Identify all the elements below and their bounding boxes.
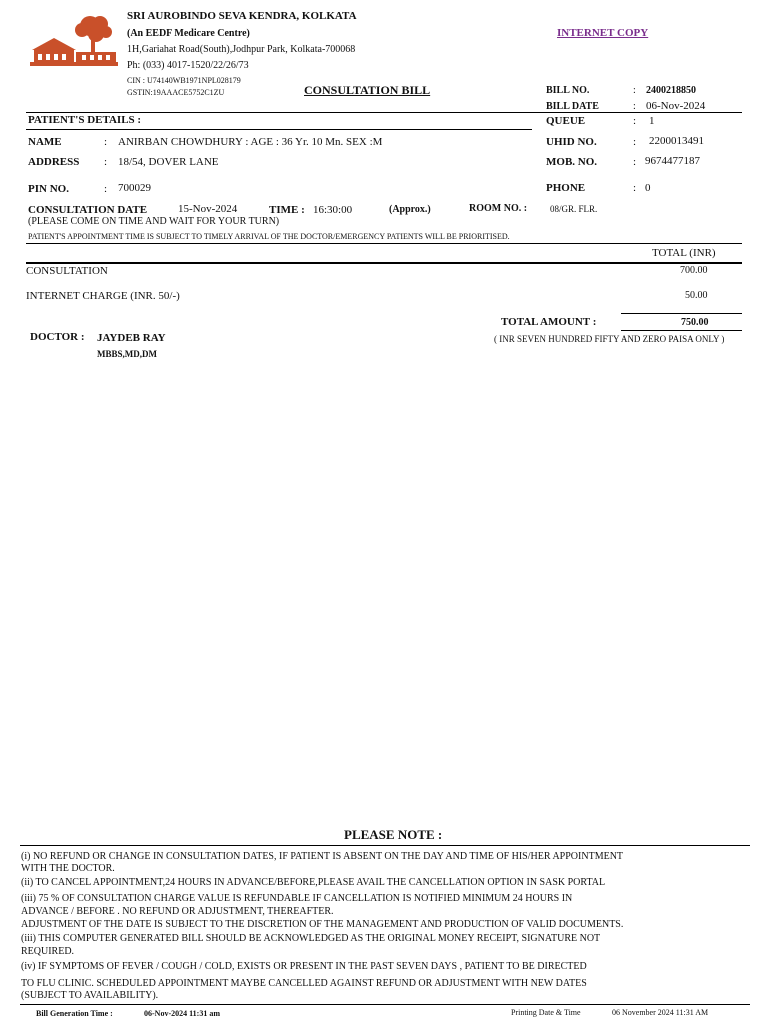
colon: : — [633, 101, 636, 112]
room-label: ROOM NO. : — [469, 203, 528, 214]
come-on-time-note: (PLEASE COME ON TIME AND WAIT FOR YOUR TURN) — [28, 216, 280, 227]
name-label: NAME — [28, 136, 62, 148]
bill-date-label: BILL DATE — [546, 101, 599, 112]
printing-value: 06 November 2024 11:31 AM — [612, 1008, 709, 1017]
queue-label: QUEUE — [546, 115, 586, 127]
colon: : — [633, 136, 637, 148]
note-line: TO FLU CLINIC. SCHEDULED APPOINTMENT MAYBE CANCELLED AGAINST REFUND OR ADJUSTMENT WITH NEW DATES — [21, 978, 587, 989]
colon: : — [104, 136, 108, 148]
patient-details-heading: PATIENT'S DETAILS : — [28, 114, 142, 126]
note-line: (iii) 75 % OF CONSULTATION CHARGE VALUE IS REFUNDABLE IF CANCELLATION IS NOTIFIED MINIMUM 24 HOURS IN — [21, 893, 573, 904]
notes-divider — [20, 845, 750, 846]
colon: : — [104, 156, 108, 168]
colon: : — [104, 183, 108, 195]
bill-title: CONSULTATION BILL — [304, 83, 431, 97]
hospital-tree-logo-icon — [28, 12, 120, 68]
uhid-label: UHID NO. — [546, 136, 597, 148]
mob-value: 9674477187 — [645, 155, 700, 167]
colon: : — [633, 115, 637, 127]
internet-copy-label: INTERNET COPY — [557, 27, 649, 39]
charge-item-label: INTERNET CHARGE (INR. 50/-) — [26, 290, 180, 302]
notice-divider — [26, 243, 742, 244]
bill-generation-label: Bill Generation Time : — [36, 1009, 113, 1018]
doctor-name: JAYDEB RAY — [97, 332, 166, 344]
org-name: SRI AUROBINDO SEVA KENDRA, KOLKATA — [127, 10, 357, 22]
org-gstin: GSTIN:19AAACE5752C1ZU — [127, 88, 225, 97]
footer-divider — [20, 1004, 750, 1005]
uhid-value: 2200013491 — [649, 135, 704, 147]
bill-no-label: BILL NO. — [546, 85, 590, 96]
pin-value: 700029 — [118, 182, 151, 194]
colon: : — [633, 156, 637, 168]
note-line: (ii) TO CANCEL APPOINTMENT,24 HOURS IN ADVANCE/BEFORE,PLEASE AVAIL THE CANCELLATION OPTION IN SASK PORTAL — [21, 877, 606, 888]
consultation-date-value: 15-Nov-2024 — [178, 203, 238, 215]
colon: : — [633, 85, 636, 96]
total-amount-label: TOTAL AMOUNT : — [501, 316, 597, 328]
patient-name-age-sex: ANIRBAN CHOWDHURY : AGE : 36 Yr. 10 Mn. SEX :M — [118, 136, 383, 148]
time-value: 16:30:00 — [313, 204, 353, 216]
bill-date-value: 06-Nov-2024 — [646, 100, 706, 112]
charges-header-divider — [26, 262, 742, 264]
patient-heading-divider — [26, 129, 532, 130]
charge-item-amount: 50.00 — [685, 290, 708, 301]
phone-value: 0 — [645, 182, 651, 194]
note-line: REQUIRED. — [21, 946, 75, 957]
org-subtitle: (An EEDF Medicare Centre) — [127, 28, 250, 39]
note-line: (iii) THIS COMPUTER GENERATED BILL SHOULD BE ACKNOWLEDGED AS THE ORIGINAL MONEY RECEIPT, SIGNATURE NOT — [21, 933, 601, 944]
printing-label: Printing Date & Time — [511, 1008, 581, 1017]
total-bottom-rule — [621, 330, 742, 331]
charge-item-label: CONSULTATION — [26, 265, 108, 277]
consultation-date-label: CONSULTATION DATE — [28, 204, 148, 216]
org-address: 1H,Gariahat Road(South),Jodhpur Park, Kolkata-700068 — [127, 44, 356, 55]
appointment-notice: PATIENT'S APPOINTMENT TIME IS SUBJECT TO TIMELY ARRIVAL OF THE DOCTOR/EMERGENCY PATIENTS WILL BE PRIORITISED. — [28, 232, 510, 241]
total-inr-header: TOTAL (INR) — [652, 247, 716, 259]
org-cin: CIN : U74140WB1971NPL028179 — [127, 76, 241, 85]
phone-label: PHONE — [546, 182, 586, 194]
colon: : — [633, 182, 637, 194]
address-value: 18/54, DOVER LANE — [118, 156, 219, 168]
please-note-title: PLEASE NOTE : — [344, 827, 443, 842]
bill-no-value: 2400218850 — [646, 85, 696, 96]
bill-generation-value: 06-Nov-2024 11:31 am — [144, 1009, 220, 1018]
pin-label: PIN NO. — [28, 183, 69, 195]
note-line: WITH THE DOCTOR. — [21, 863, 115, 874]
total-top-rule — [621, 313, 742, 314]
room-value: 08/GR. FLR. — [550, 204, 598, 214]
total-amount-value: 750.00 — [681, 317, 709, 328]
time-label: TIME : — [269, 204, 305, 216]
note-line: (i) NO REFUND OR CHANGE IN CONSULTATION DATES, IF PATIENT IS ABSENT ON THE DAY AND TIME OF HIS/HER APPOINTMENT — [21, 851, 624, 862]
queue-value: 1 — [649, 115, 655, 127]
header-divider — [26, 112, 742, 113]
mob-label: MOB. NO. — [546, 156, 598, 168]
org-phone: Ph: (033) 4017-1520/22/26/73 — [127, 60, 249, 71]
note-line: ADJUSTMENT OF THE DATE IS SUBJECT TO THE DISCRETION OF THE MANAGEMENT AND PRODUCTION OF VALID DOCUMENTS. — [21, 919, 624, 930]
note-line: ADVANCE / BEFORE . NO REFUND OR ADJUSTMENT, THEREAFTER. — [21, 906, 334, 917]
doctor-qualification: MBBS,MD,DM — [97, 349, 157, 359]
address-label: ADDRESS — [28, 156, 80, 168]
note-line: (iv) IF SYMPTOMS OF FEVER / COUGH / COLD, EXISTS OR PRESENT IN THE PAST SEVEN DAYS , PATIENT TO BE DIRECTED — [21, 961, 587, 972]
note-line: (SUBJECT TO AVAILABILITY). — [21, 990, 159, 1001]
amount-in-words: ( INR SEVEN HUNDRED FIFTY AND ZERO PAISA ONLY ) — [494, 334, 725, 344]
approx-label: (Approx.) — [389, 204, 431, 215]
charge-item-amount: 700.00 — [680, 265, 708, 276]
doctor-label: DOCTOR : — [30, 331, 85, 343]
